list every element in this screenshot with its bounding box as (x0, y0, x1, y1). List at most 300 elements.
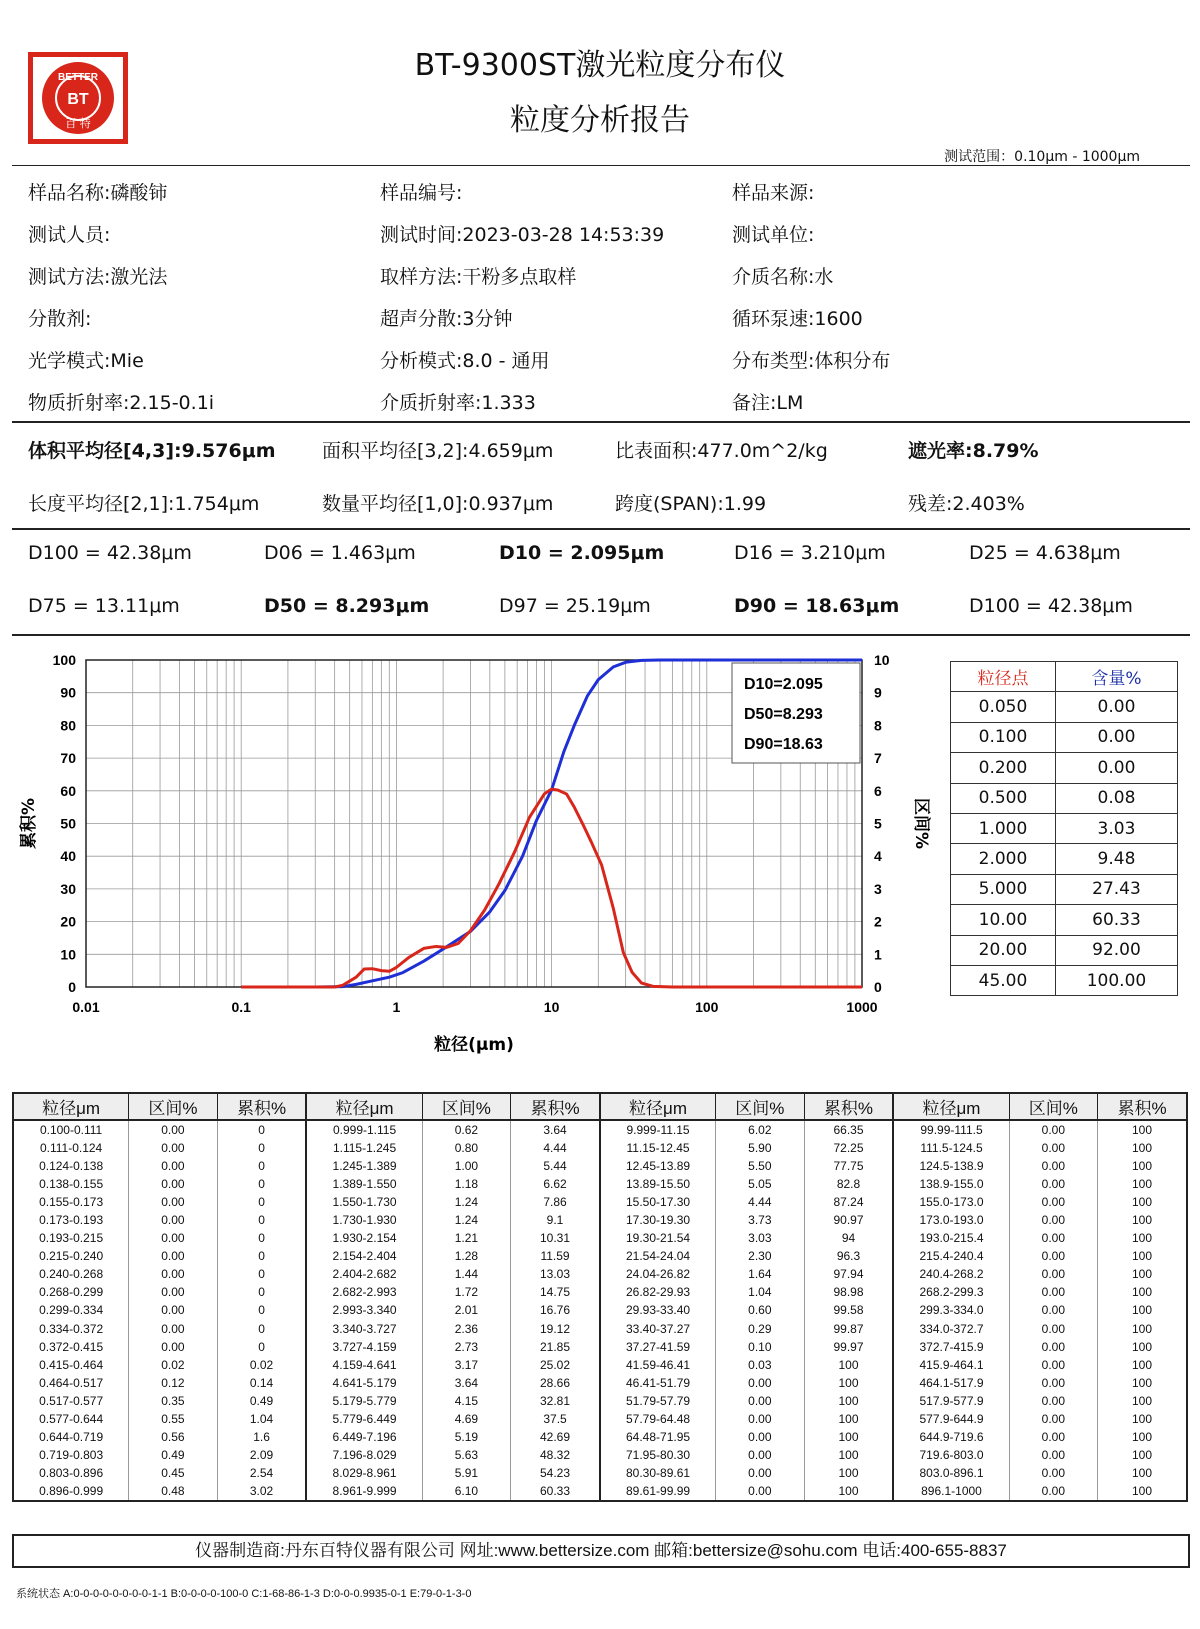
data-table-cell: 0.896-0.999 (13, 1482, 129, 1501)
data-table-cell: 5.90 (716, 1139, 804, 1157)
d-value: D97 = 25.19μm (499, 595, 651, 617)
data-table-cell: 0.29 (716, 1320, 804, 1338)
data-table-cell: 1.115-1.245 (306, 1139, 422, 1157)
data-table-cell: 2.993-3.340 (306, 1301, 422, 1319)
data-table-cell: 6.02 (716, 1120, 804, 1139)
data-table-cell: 372.7-415.9 (893, 1338, 1009, 1356)
logo-text-mid: BT (67, 91, 89, 108)
data-table-cell: 100 (1098, 1120, 1187, 1139)
data-table-cell: 100 (1098, 1482, 1187, 1501)
point-table-cell: 3.03 (1055, 813, 1177, 843)
data-table-cell: 644.9-719.6 (893, 1428, 1009, 1446)
data-table-cell: 3.64 (511, 1120, 600, 1139)
data-table-cell: 0.173-0.193 (13, 1211, 129, 1229)
legend-entry: D10=2.095 (744, 676, 823, 693)
d-value-d90: D90 = 18.63μm (734, 595, 900, 617)
data-table-cell: 0 (217, 1247, 306, 1265)
data-table-cell: 0.00 (716, 1392, 804, 1410)
data-table-cell: 13.89-15.50 (600, 1175, 716, 1193)
data-table-cell: 100 (1098, 1211, 1187, 1229)
data-table-cell: 1.730-1.930 (306, 1211, 422, 1229)
data-table-cell: 0.00 (129, 1283, 217, 1301)
data-table-header: 累积% (511, 1093, 600, 1120)
data-table-cell: 0.03 (716, 1356, 804, 1374)
y-axis-label: 累积% (19, 797, 39, 850)
data-table-cell: 87.24 (804, 1193, 893, 1211)
stat-obscuration: 遮光率:8.79% (908, 440, 1039, 462)
data-table-cell: 464.1-517.9 (893, 1374, 1009, 1392)
data-table-cell: 0.00 (716, 1410, 804, 1428)
data-table-cell: 6.62 (511, 1175, 600, 1193)
data-table-cell: 896.1-1000 (893, 1482, 1009, 1501)
info-test-time: 测试时间:2023-03-28 14:53:39 (380, 224, 665, 246)
y2-tick-label: 6 (874, 782, 882, 799)
y-tick-label: 60 (60, 782, 76, 799)
stat-volume-mean: 体积平均径[4,3]:9.576μm (28, 440, 276, 462)
data-table-header: 区间% (716, 1093, 804, 1120)
data-table-cell: 2.73 (422, 1338, 510, 1356)
info-remark: 备注:LM (732, 392, 804, 414)
data-table-cell: 1.389-1.550 (306, 1175, 422, 1193)
data-table-row (13, 1157, 1187, 1175)
data-table-cell: 0.215-0.240 (13, 1247, 129, 1265)
y-tick-label: 100 (52, 652, 76, 668)
data-table-cell: 100 (804, 1374, 893, 1392)
data-table-cell: 0.00 (129, 1301, 217, 1319)
info-ultrasonic: 超声分散:3分钟 (380, 308, 513, 330)
data-table-cell: 26.82-29.93 (600, 1283, 716, 1301)
data-table-cell: 9.999-11.15 (600, 1120, 716, 1139)
info-distribution-type: 分布类型:体积分布 (732, 350, 891, 372)
data-table-row (13, 1247, 1187, 1265)
info-optical-model: 光学模式:Mie (28, 350, 144, 372)
data-table-header: 累积% (804, 1093, 893, 1120)
point-table-cell: 2.000 (951, 844, 1056, 874)
data-table-cell: 100 (804, 1482, 893, 1501)
info-sampling-method: 取样方法:干粉多点取样 (380, 266, 577, 288)
data-table-cell: 173.0-193.0 (893, 1211, 1009, 1229)
data-table-cell: 0.464-0.517 (13, 1374, 129, 1392)
point-table-cell: 0.00 (1055, 692, 1177, 722)
data-table-cell: 5.779-6.449 (306, 1410, 422, 1428)
data-table-cell: 100 (804, 1410, 893, 1428)
data-table-cell: 2.30 (716, 1247, 804, 1265)
data-table-cell: 100 (1098, 1338, 1187, 1356)
data-table-cell: 100 (1098, 1193, 1187, 1211)
info-pump-speed: 循环泵速:1600 (732, 308, 863, 330)
data-table-cell: 90.97 (804, 1211, 893, 1229)
data-table-cell: 1.24 (422, 1193, 510, 1211)
data-table-cell: 100 (1098, 1446, 1187, 1464)
data-table-cell: 82.8 (804, 1175, 893, 1193)
data-table-cell: 100 (1098, 1175, 1187, 1193)
data-table-cell: 415.9-464.1 (893, 1356, 1009, 1374)
data-table-cell: 334.0-372.7 (893, 1320, 1009, 1338)
data-table-cell: 0 (217, 1139, 306, 1157)
point-table-cell: 1.000 (951, 813, 1056, 843)
point-table-cell: 20.00 (951, 935, 1056, 965)
data-table-cell: 0.00 (1009, 1446, 1097, 1464)
y2-tick-label: 4 (874, 848, 882, 865)
divider (12, 165, 1190, 166)
data-table-cell: 0.49 (217, 1392, 306, 1410)
point-table-row (951, 844, 1178, 874)
d-value: D25 = 4.638μm (969, 542, 1121, 564)
data-table-cell: 0.00 (1009, 1464, 1097, 1482)
data-table-cell: 100 (804, 1464, 893, 1482)
data-table-row (13, 1283, 1187, 1301)
data-table-cell: 1.64 (716, 1265, 804, 1283)
data-table-cell: 268.2-299.3 (893, 1283, 1009, 1301)
data-table-cell: 0.48 (129, 1482, 217, 1501)
distribution-chart (0, 640, 940, 1080)
data-table-header: 区间% (1009, 1093, 1097, 1120)
info-medium: 介质名称:水 (732, 266, 834, 288)
data-table-row (13, 1356, 1187, 1374)
info-sample-id: 样品编号: (380, 182, 463, 204)
data-table-cell: 0.415-0.464 (13, 1356, 129, 1374)
data-table-cell: 72.25 (804, 1139, 893, 1157)
data-table-row (13, 1211, 1187, 1229)
data-table-cell: 54.23 (511, 1464, 600, 1482)
data-table-cell: 1.930-2.154 (306, 1229, 422, 1247)
data-table-cell: 99.99-111.5 (893, 1120, 1009, 1139)
data-table-cell: 100 (1098, 1265, 1187, 1283)
data-table-cell: 2.154-2.404 (306, 1247, 422, 1265)
data-table-cell: 100 (1098, 1320, 1187, 1338)
point-table-header-cell: 粒径点 (951, 662, 1056, 692)
data-table-cell: 0.00 (716, 1482, 804, 1501)
data-table-cell: 0.80 (422, 1139, 510, 1157)
data-table-row (13, 1410, 1187, 1428)
data-table-cell: 0.00 (129, 1175, 217, 1193)
point-table (950, 661, 1178, 996)
data-table-header: 区间% (129, 1093, 217, 1120)
stat-span: 跨度(SPAN):1.99 (615, 493, 767, 515)
data-table-cell: 0.00 (1009, 1157, 1097, 1175)
data-table-cell: 0.00 (1009, 1229, 1097, 1247)
data-table-cell: 100 (1098, 1283, 1187, 1301)
data-table-cell: 8.029-8.961 (306, 1464, 422, 1482)
data-table-cell: 1.24 (422, 1211, 510, 1229)
point-table-cell: 92.00 (1055, 935, 1177, 965)
data-table-cell: 3.64 (422, 1374, 510, 1392)
data-table-cell: 0.62 (422, 1120, 510, 1139)
data-table-cell: 2.09 (217, 1446, 306, 1464)
point-table-row (951, 874, 1178, 904)
point-table-header-cell: 含量% (1055, 662, 1177, 692)
data-table-cell: 21.85 (511, 1338, 600, 1356)
data-table-cell: 0.00 (1009, 1301, 1097, 1319)
data-table-cell: 0.02 (129, 1356, 217, 1374)
data-table-cell: 0.240-0.268 (13, 1265, 129, 1283)
test-range: 测试范围：0.10μm - 1000μm (944, 149, 1140, 165)
data-table-cell: 2.36 (422, 1320, 510, 1338)
data-table-cell: 0 (217, 1211, 306, 1229)
y-tick-label: 20 (60, 913, 76, 930)
data-table-cell: 11.15-12.45 (600, 1139, 716, 1157)
report-subtitle: 粒度分析报告 (510, 103, 690, 138)
data-table-cell: 0.00 (129, 1265, 217, 1283)
data-table-cell: 99.58 (804, 1301, 893, 1319)
data-table-cell: 100 (1098, 1428, 1187, 1446)
data-table-cell: 100 (1098, 1157, 1187, 1175)
y-tick-label: 90 (60, 684, 76, 701)
stat-area-mean: 面积平均径[3,2]:4.659μm (322, 440, 554, 462)
data-table-header: 粒径μm (893, 1093, 1009, 1120)
manufacturer-footer: 仪器制造商:丹东百特仪器有限公司 网址:www.bettersize.com 邮箱:bettersize@sohu.com 电话:400-655-8837 (12, 1534, 1190, 1568)
data-table-cell: 0.00 (1009, 1120, 1097, 1139)
data-table-cell: 89.61-99.99 (600, 1482, 716, 1501)
divider (12, 528, 1190, 530)
data-table-cell: 48.32 (511, 1446, 600, 1464)
x-tick-label: 1000 (846, 999, 878, 1015)
y2-tick-label: 10 (874, 652, 890, 668)
data-table-cell: 0.00 (1009, 1428, 1097, 1446)
legend-entry: D90=18.63 (744, 736, 823, 753)
data-table-cell: 1.28 (422, 1247, 510, 1265)
data-table-cell: 1.04 (217, 1410, 306, 1428)
data-table-cell: 16.76 (511, 1301, 600, 1319)
data-table-cell: 15.50-17.30 (600, 1193, 716, 1211)
data-table-cell: 28.66 (511, 1374, 600, 1392)
x-tick-label: 10 (543, 999, 560, 1015)
data-table-cell: 0.138-0.155 (13, 1175, 129, 1193)
data-table-cell: 0.00 (716, 1464, 804, 1482)
data-table-cell: 57.79-64.48 (600, 1410, 716, 1428)
point-table-cell: 45.00 (951, 965, 1056, 995)
data-table-cell: 0 (217, 1157, 306, 1175)
data-table-cell: 0.100-0.111 (13, 1120, 129, 1139)
data-table-cell: 0.00 (129, 1157, 217, 1175)
point-table-cell: 9.48 (1055, 844, 1177, 874)
data-table-cell: 0.00 (1009, 1139, 1097, 1157)
data-table-cell: 3.73 (716, 1211, 804, 1229)
data-table-row (13, 1139, 1187, 1157)
point-table-cell: 0.500 (951, 783, 1056, 813)
data-table-cell: 24.04-26.82 (600, 1265, 716, 1283)
y2-tick-label: 8 (874, 717, 882, 734)
data-table-cell: 100 (1098, 1139, 1187, 1157)
point-table-cell: 0.100 (951, 722, 1056, 752)
point-table-row (951, 905, 1178, 935)
data-table-header: 累积% (1098, 1093, 1187, 1120)
data-table-cell: 33.40-37.27 (600, 1320, 716, 1338)
data-table-cell: 6.10 (422, 1482, 510, 1501)
data-table-cell: 2.01 (422, 1301, 510, 1319)
x-tick-label: 0.1 (231, 999, 251, 1015)
data-table-cell: 240.4-268.2 (893, 1265, 1009, 1283)
data-table-cell: 299.3-334.0 (893, 1301, 1009, 1319)
data-table-cell: 42.69 (511, 1428, 600, 1446)
data-table-cell: 0.372-0.415 (13, 1338, 129, 1356)
data-table-cell: 0.00 (716, 1374, 804, 1392)
data-table-cell: 0.00 (1009, 1211, 1097, 1229)
point-table-row (951, 722, 1178, 752)
data-table-cell: 0.334-0.372 (13, 1320, 129, 1338)
y2-tick-label: 7 (874, 750, 882, 767)
point-table-cell: 0.00 (1055, 722, 1177, 752)
data-table-cell: 0.00 (129, 1338, 217, 1356)
data-table-cell: 60.33 (511, 1482, 600, 1501)
point-table-cell: 0.200 (951, 753, 1056, 783)
data-table-header: 粒径μm (306, 1093, 422, 1120)
data-table-row (13, 1482, 1187, 1501)
data-table-cell: 21.54-24.04 (600, 1247, 716, 1265)
data-table-cell: 0.00 (1009, 1283, 1097, 1301)
x-tick-label: 0.01 (72, 999, 100, 1015)
data-table-cell: 100 (804, 1446, 893, 1464)
data-table-cell: 4.15 (422, 1392, 510, 1410)
data-table-header: 粒径μm (13, 1093, 129, 1120)
data-table-cell: 19.12 (511, 1320, 600, 1338)
data-table-cell: 0.49 (129, 1446, 217, 1464)
data-table-cell: 100 (1098, 1247, 1187, 1265)
point-table-row (951, 965, 1178, 995)
data-table-cell: 11.59 (511, 1247, 600, 1265)
data-table-cell: 2.682-2.993 (306, 1283, 422, 1301)
data-table-cell: 1.245-1.389 (306, 1157, 422, 1175)
info-material-ri: 物质折射率:2.15-0.1i (28, 392, 215, 414)
data-table-cell: 100 (1098, 1464, 1187, 1482)
data-table-cell: 3.17 (422, 1356, 510, 1374)
data-table-cell: 8.961-9.999 (306, 1482, 422, 1501)
data-table-cell: 0 (217, 1175, 306, 1193)
logo-text-bot: 百 特 (65, 117, 91, 130)
y2-tick-label: 0 (874, 979, 882, 995)
data-table-cell: 5.179-5.779 (306, 1392, 422, 1410)
y-tick-label: 0 (68, 979, 76, 995)
data-table-cell: 100 (1098, 1392, 1187, 1410)
data-table-cell: 0.00 (129, 1211, 217, 1229)
y2-tick-label: 3 (874, 880, 882, 897)
data-table-row (13, 1464, 1187, 1482)
data-table-cell: 0 (217, 1338, 306, 1356)
data-table-cell: 0.45 (129, 1464, 217, 1482)
data-table-cell: 0.00 (129, 1139, 217, 1157)
data-table-cell: 0.02 (217, 1356, 306, 1374)
data-table-cell: 138.9-155.0 (893, 1175, 1009, 1193)
stat-specific-surface: 比表面积:477.0m^2/kg (615, 440, 828, 462)
y2-tick-label: 1 (874, 946, 882, 963)
info-analysis-mode: 分析模式:8.0 - 通用 (380, 350, 550, 372)
data-table-cell: 3.02 (217, 1482, 306, 1501)
data-table-cell: 4.44 (716, 1193, 804, 1211)
data-table-cell: 0 (217, 1229, 306, 1247)
data-table-cell: 13.03 (511, 1265, 600, 1283)
data-table-cell: 12.45-13.89 (600, 1157, 716, 1175)
divider (12, 634, 1190, 636)
data-table-cell: 0.00 (129, 1120, 217, 1139)
data-table-header: 粒径μm (600, 1093, 716, 1120)
data-table-cell: 0.268-0.299 (13, 1283, 129, 1301)
data-table-cell: 37.27-41.59 (600, 1338, 716, 1356)
stat-number-mean: 数量平均径[1,0]:0.937μm (322, 493, 554, 515)
data-table-cell: 7.86 (511, 1193, 600, 1211)
y2-tick-label: 2 (874, 913, 882, 930)
data-table-cell: 2.54 (217, 1464, 306, 1482)
data-table-cell: 0.299-0.334 (13, 1301, 129, 1319)
point-table-row (951, 935, 1178, 965)
data-table-row (13, 1265, 1187, 1283)
data-table-row (13, 1229, 1187, 1247)
data-table-cell: 97.94 (804, 1265, 893, 1283)
data-table-cell: 66.35 (804, 1120, 893, 1139)
data-table-cell: 100 (804, 1428, 893, 1446)
data-table-cell: 0 (217, 1120, 306, 1139)
data-table-cell: 6.449-7.196 (306, 1428, 422, 1446)
data-table-cell: 0.00 (1009, 1410, 1097, 1428)
data-table-cell: 64.48-71.95 (600, 1428, 716, 1446)
data-table-cell: 96.3 (804, 1247, 893, 1265)
point-table-cell: 5.000 (951, 874, 1056, 904)
info-sample-source: 样品来源: (732, 182, 815, 204)
data-table-cell: 7.196-8.029 (306, 1446, 422, 1464)
data-table-cell: 4.69 (422, 1410, 510, 1428)
x-tick-label: 1 (392, 999, 401, 1015)
info-dispersant: 分散剂: (28, 308, 92, 330)
data-table-cell: 94 (804, 1229, 893, 1247)
data-table-cell: 25.02 (511, 1356, 600, 1374)
point-table-cell: 100.00 (1055, 965, 1177, 995)
y-tick-label: 50 (60, 815, 76, 832)
data-table-cell: 3.340-3.727 (306, 1320, 422, 1338)
data-table-cell: 100 (1098, 1301, 1187, 1319)
data-table-cell: 0.00 (1009, 1247, 1097, 1265)
data-table-cell: 0.803-0.896 (13, 1464, 129, 1482)
data-table-cell: 0.193-0.215 (13, 1229, 129, 1247)
data-table-cell: 124.5-138.9 (893, 1157, 1009, 1175)
data-table-cell: 1.21 (422, 1229, 510, 1247)
data-table-cell: 19.30-21.54 (600, 1229, 716, 1247)
data-table-cell: 0.719-0.803 (13, 1446, 129, 1464)
data-table-cell: 100 (804, 1356, 893, 1374)
data-table-cell: 0.00 (129, 1320, 217, 1338)
data-table-cell: 0 (217, 1193, 306, 1211)
d-value: D75 = 13.11μm (28, 595, 180, 617)
data-table-row (13, 1193, 1187, 1211)
data-table-cell: 0.644-0.719 (13, 1428, 129, 1446)
data-table-cell: 719.6-803.0 (893, 1446, 1009, 1464)
data-table-cell: 0.12 (129, 1374, 217, 1392)
system-status: 系统状态 A:0-0-0-0-0-0-0-0-1-1 B:0-0-0-0-100-0 C:1-68-86-1-3 D:0-0-0.9935-0-1 E:79-0-1-3-0 (16, 1588, 472, 1600)
data-table-row (13, 1338, 1187, 1356)
data-table-cell: 215.4-240.4 (893, 1247, 1009, 1265)
d-value: D100 = 42.38μm (969, 595, 1133, 617)
x-axis-label: 粒径(μm) (434, 1035, 514, 1055)
data-table-cell: 0.00 (1009, 1265, 1097, 1283)
data-table-cell: 0.00 (1009, 1374, 1097, 1392)
data-table-row (13, 1392, 1187, 1410)
data-table-cell: 0.35 (129, 1392, 217, 1410)
data-table-cell: 5.63 (422, 1446, 510, 1464)
data-table-header: 累积% (217, 1093, 306, 1120)
data-table-cell: 0.00 (1009, 1392, 1097, 1410)
data-table-cell: 9.1 (511, 1211, 600, 1229)
data-table-cell: 3.727-4.159 (306, 1338, 422, 1356)
d-value-d50: D50 = 8.293μm (264, 595, 430, 617)
y-tick-label: 30 (60, 880, 76, 897)
y2-axis-label: 区间% (911, 797, 931, 850)
logo-text-top: BETTER (58, 72, 98, 83)
data-table-cell: 5.19 (422, 1428, 510, 1446)
data-table-cell: 46.41-51.79 (600, 1374, 716, 1392)
data-table-row (13, 1320, 1187, 1338)
data-table-cell: 0.00 (129, 1229, 217, 1247)
data-table-cell: 5.91 (422, 1464, 510, 1482)
point-table-row (951, 813, 1178, 843)
data-table-cell: 0.124-0.138 (13, 1157, 129, 1175)
